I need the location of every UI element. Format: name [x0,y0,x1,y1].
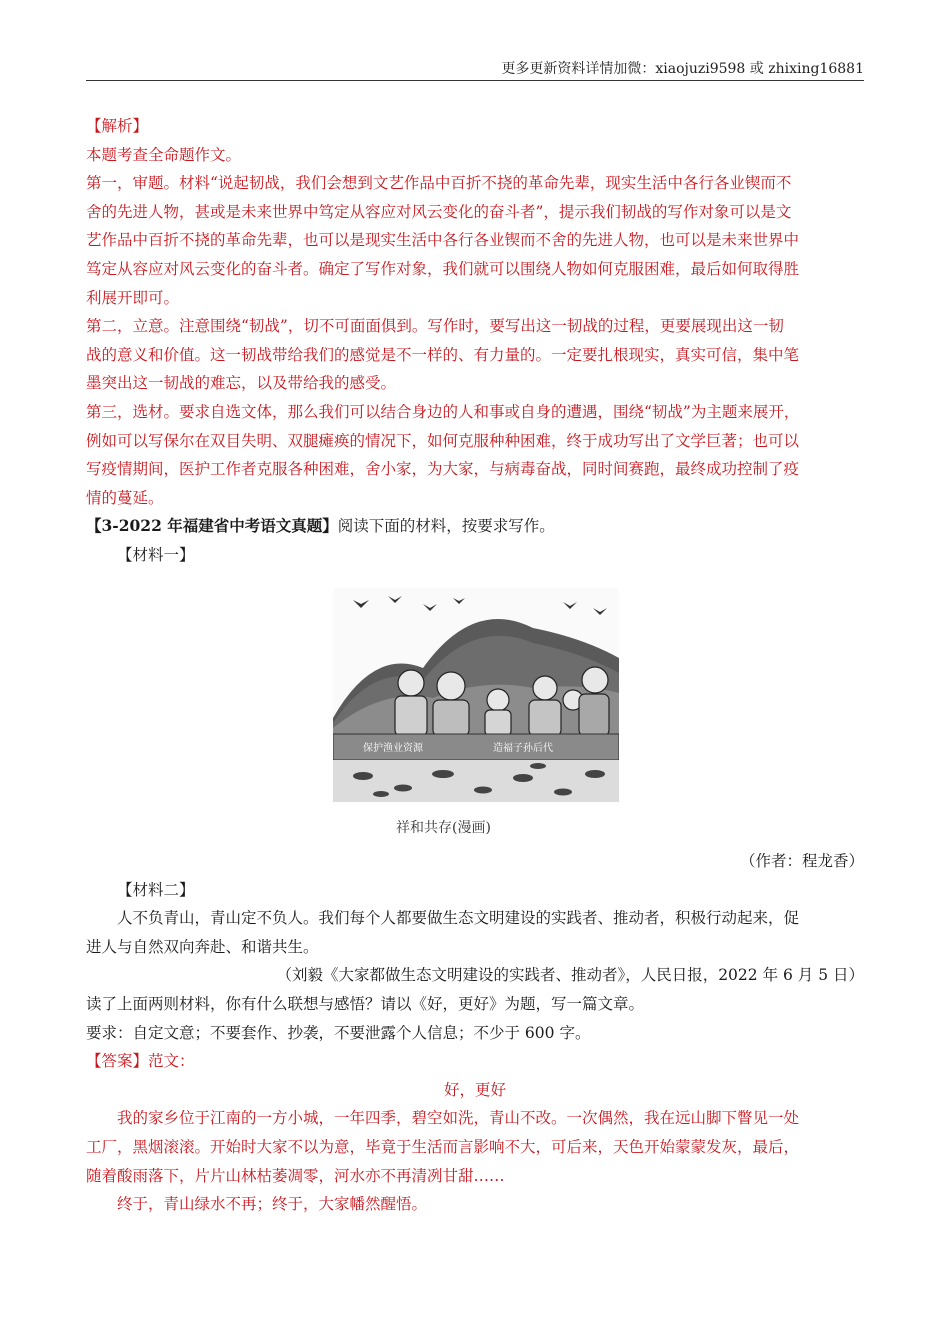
analysis-line: 第二，立意。注意围绕“韧战”，切不可面面俱到。写作时，要写出这一韧战的过程，更要展现出这一韧 [86,317,784,336]
material-section [86,847,864,1219]
material2-line: 人不负青山，青山定不负人。我们每个人都要做生态文明建设的实践者、推动者，积极行动起来，促 [117,909,800,928]
essay-line: 随着酸雨落下，片片山林枯萎凋零，河水亦不再清冽甘甜…… [86,1166,505,1185]
analysis-line: 墨突出这一韧战的难忘，以及带给我的感受。 [86,374,397,393]
analysis-line: 第三，选材。要求自选文体，那么我们可以结合身边的人和事或自身的遭遇，围绕“韧战”为主题来展开， [86,402,800,421]
analysis-line: 战的意义和价值。这一韧战带给我们的感觉是不一样的、有力量的。一定要扎根现实，真实可信，集中笔 [86,345,800,364]
cartoon-banner-right: 造福子孙后代 [493,743,553,754]
analysis-line: 艺作品中百折不挠的革命先辈，也可以是现实生活中各行各业锲而不舍的先进人物，也可以是未来世界中 [86,231,800,250]
writing-task: 读了上面两则材料，你有什么联想与感悟？请以《好，更好》为题，写一篇文章。 [86,994,645,1013]
page-header: 更多更新资料详情加微：xiaojuzi9598 或 zhixing16881 [501,61,864,77]
analysis-intro: 本题考查全命题作文。 [86,145,242,164]
writing-requirements: 要求：自定文意；不要套作、抄袭，不要泄露个人信息；不少于 600 字。 [86,1023,591,1042]
question-title: 【3-2022 年福建省中考语文真题】 [86,516,338,536]
essay-line: 工厂，黑烟滚滚。开始时大家不以为意，毕竟于生活而言影响不大，可后来，天色开始蒙蒙发灰，最后， [86,1137,800,1156]
question-heading [86,512,864,541]
analysis-line: 例如可以写保尔在双目失明、双腿瘫痪的情况下，如何克服种种困难，终于成功写出了文学巨著；也可以 [86,431,800,450]
cartoon-caption: 祥和共存(漫画) [396,820,491,836]
essay-line: 我的家乡位于江南的一方小城，一年四季，碧空如洗，青山不改。一次偶然，我在远山脚下瞥见一处 [117,1109,800,1128]
answer-label: 【答案】 [86,1052,149,1071]
analysis-section [86,112,864,570]
analysis-line: 笃定从容应对风云变化的奋斗者。确定了写作对象，我们就可以围绕人物如何克服困难，最后如何取得胜 [86,259,800,278]
material2-line: 进人与自然双向奔赴、和谐共生。 [86,937,319,956]
answer-label-suffix: 范文： [148,1052,195,1071]
analysis-line: 情的蔓延。 [86,488,164,507]
analysis-line: 写疫情期间，医护工作者克服各种困难，舍小家，为大家，与病毒奋战，同时间赛跑，最终成功控制了疫 [86,460,800,479]
material1-label: 【材料一】 [117,545,195,564]
analysis-label: 【解析】 [86,117,149,135]
analysis-line: 利展开即可。 [86,288,180,307]
material2-label: 【材料二】 [117,880,195,899]
cartoon-illustration [333,588,619,802]
cartoon-banner-left: 保护渔业资源 [363,743,423,754]
analysis-line: 舍的先进人物，甚或是未来世界中笃定从容应对风云变化的奋斗者”，提示我们韧战的写作对象可以是文 [86,202,792,221]
analysis-line: 第一，审题。材料“说起韧战，我们会想到文艺作品中百折不挠的革命先辈，现实生活中各行各业锲而不 [86,174,792,193]
question-prompt: 阅读下面的材料，按要求写作。 [337,517,555,536]
header-rule [86,80,864,81]
material2-source: （刘毅《大家都做生态文明建设的实践者、推动者》，人民日报，2022 年 6 月 5 日） [276,966,864,985]
cartoon-author: （作者：程龙香） [739,852,864,870]
answer-heading [86,1047,864,1076]
essay-line: 终于，青山绿水不再；终于，大家幡然醒悟。 [117,1195,428,1214]
essay-title: 好，更好 [443,1080,506,1099]
